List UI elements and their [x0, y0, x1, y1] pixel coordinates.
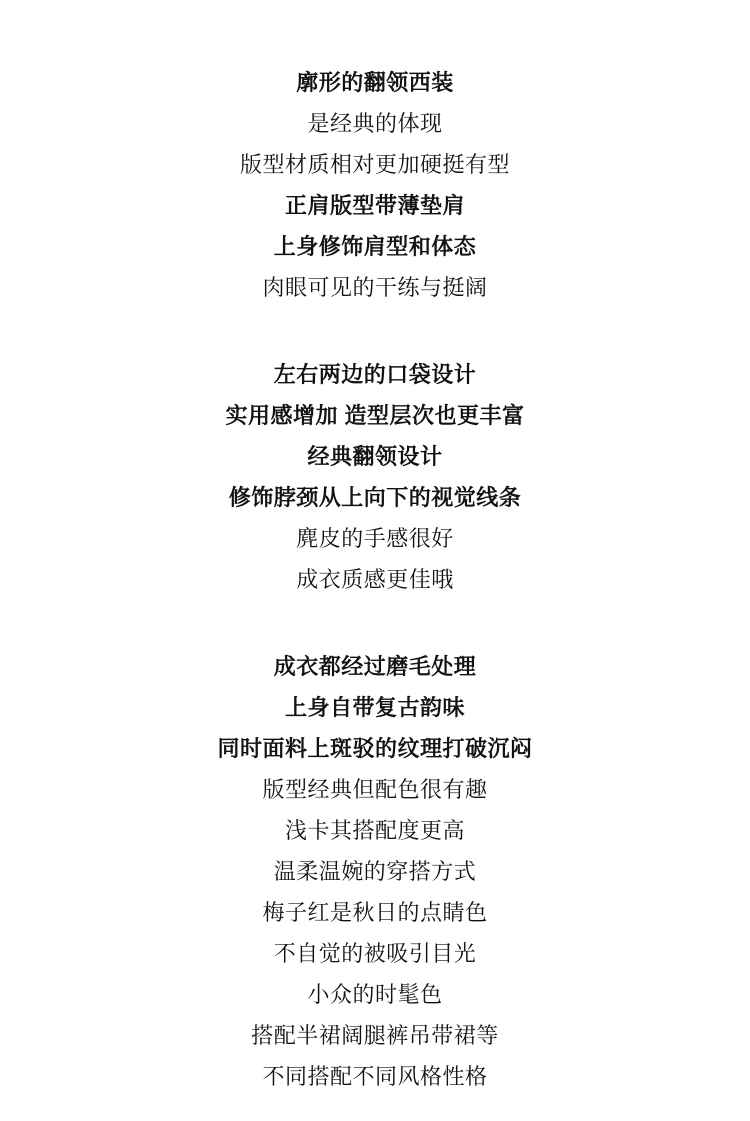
description-line: 肉眼可见的干练与挺阔	[262, 275, 488, 300]
description-line: 不自觉的被吸引目光	[273, 941, 477, 966]
description-line: 不同搭配不同风格性格	[262, 1064, 488, 1089]
description-line: 小众的时髦色	[307, 982, 443, 1007]
description-line: 是经典的体现	[307, 111, 443, 136]
description-block-3	[40, 646, 710, 1097]
description-line: 成衣质感更佳哦	[296, 567, 454, 592]
description-block-1	[40, 62, 710, 308]
description-block-2	[40, 354, 710, 600]
description-line: 经典翻领设计	[307, 444, 443, 469]
description-line: 搭配半裙阔腿裤吊带裙等	[251, 1023, 499, 1048]
description-line: 修饰脖颈从上向下的视觉线条	[228, 485, 522, 510]
description-line: 正肩版型带薄垫肩	[284, 193, 465, 218]
description-line: 上身自带复古韵味	[284, 695, 465, 720]
description-line: 同时面料上斑驳的纹理打破沉闷	[217, 736, 533, 761]
description-line: 版型经典但配色很有趣	[262, 777, 488, 802]
description-line: 实用感增加 造型层次也更丰富	[225, 403, 525, 428]
description-line: 梅子红是秋日的点睛色	[262, 900, 488, 925]
description-line: 成衣都经过磨毛处理	[273, 654, 477, 679]
description-line: 温柔温婉的穿搭方式	[273, 859, 477, 884]
block-spacer	[40, 600, 710, 646]
description-line: 左右两边的口袋设计	[273, 362, 477, 387]
description-line: 廓形的翻领西装	[296, 70, 454, 95]
description-line: 麂皮的手感很好	[296, 526, 454, 551]
block-spacer	[40, 308, 710, 354]
description-line: 上身修饰肩型和体态	[273, 234, 477, 259]
description-line: 浅卡其搭配度更高	[284, 818, 465, 843]
description-line: 版型材质相对更加硬挺有型	[239, 152, 510, 177]
